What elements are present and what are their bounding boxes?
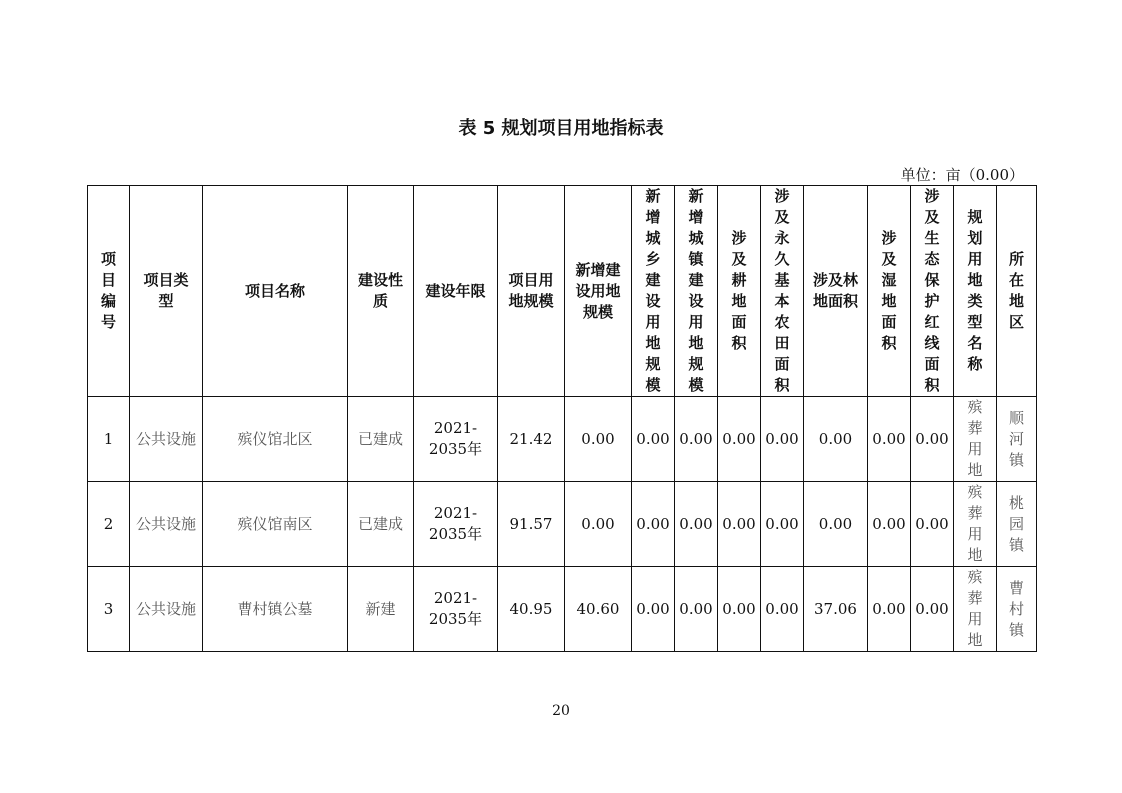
cell-new-town: 0.00	[675, 482, 718, 567]
cell-new-construction: 40.60	[565, 567, 632, 652]
col-header-land-scale: 项目用地规模	[498, 186, 565, 397]
cell-forest: 0.00	[804, 482, 868, 567]
cell-new-urban-rural: 0.00	[632, 397, 675, 482]
cell-new-construction: 0.00	[565, 397, 632, 482]
cell-eco-redline: 0.00	[911, 567, 954, 652]
cell-new-construction: 0.00	[565, 482, 632, 567]
cell-farmland: 0.00	[718, 567, 761, 652]
cell-wetland: 0.00	[868, 567, 911, 652]
cell-type: 公共设施	[130, 567, 203, 652]
col-header-name: 项目名称	[203, 186, 348, 397]
col-header-id: 项目编号	[88, 186, 130, 397]
cell-type: 公共设施	[130, 397, 203, 482]
col-header-forest: 涉及林地面积	[804, 186, 868, 397]
cell-type: 公共设施	[130, 482, 203, 567]
cell-name: 曹村镇公墓	[203, 567, 348, 652]
col-header-region: 所在地区	[997, 186, 1037, 397]
cell-name: 殡仪馆南区	[203, 482, 348, 567]
cell-id: 3	[88, 567, 130, 652]
cell-new-urban-rural: 0.00	[632, 482, 675, 567]
cell-farmland: 0.00	[718, 397, 761, 482]
cell-years: 2021-2035年	[414, 482, 498, 567]
cell-wetland: 0.00	[868, 482, 911, 567]
land-indicator-table	[87, 185, 1037, 652]
cell-years: 2021-2035年	[414, 397, 498, 482]
cell-forest: 37.06	[804, 567, 868, 652]
cell-region: 顺河镇	[997, 397, 1037, 482]
cell-land-scale: 91.57	[498, 482, 565, 567]
cell-land-type: 殡葬用地	[954, 397, 997, 482]
cell-years: 2021-2035年	[414, 567, 498, 652]
cell-region: 曹村镇	[997, 567, 1037, 652]
cell-land-scale: 40.95	[498, 567, 565, 652]
cell-eco-redline: 0.00	[911, 397, 954, 482]
col-header-new-town: 新增城镇建设用地规模	[675, 186, 718, 397]
table-row	[88, 482, 1037, 567]
col-header-farmland: 涉及耕地面积	[718, 186, 761, 397]
col-header-basic-farmland: 涉及永久基本农田面积	[761, 186, 804, 397]
col-header-new-construction: 新增建设用地规模	[565, 186, 632, 397]
cell-basic-farmland: 0.00	[761, 397, 804, 482]
cell-nature: 新建	[348, 567, 414, 652]
cell-land-type: 殡葬用地	[954, 567, 997, 652]
page-title: 表 5 规划项目用地指标表	[458, 118, 664, 139]
cell-id: 2	[88, 482, 130, 567]
cell-name: 殡仪馆北区	[203, 397, 348, 482]
cell-land-scale: 21.42	[498, 397, 565, 482]
cell-wetland: 0.00	[868, 397, 911, 482]
col-header-new-urban-rural: 新增城乡建设用地规模	[632, 186, 675, 397]
cell-id: 1	[88, 397, 130, 482]
header-row	[88, 186, 1037, 397]
cell-farmland: 0.00	[718, 482, 761, 567]
table-row	[88, 567, 1037, 652]
cell-new-town: 0.00	[675, 567, 718, 652]
cell-nature: 已建成	[348, 397, 414, 482]
cell-land-type: 殡葬用地	[954, 482, 997, 567]
cell-new-urban-rural: 0.00	[632, 567, 675, 652]
col-header-wetland: 涉及湿地面积	[868, 186, 911, 397]
unit-note: 单位：亩（0.00）	[900, 166, 1024, 184]
cell-nature: 已建成	[348, 482, 414, 567]
col-header-type: 项目类型	[130, 186, 203, 397]
cell-region: 桃园镇	[997, 482, 1037, 567]
col-header-land-type: 规划用地类型名称	[954, 186, 997, 397]
cell-new-town: 0.00	[675, 397, 718, 482]
page-number: 20	[552, 703, 570, 719]
cell-basic-farmland: 0.00	[761, 482, 804, 567]
cell-forest: 0.00	[804, 397, 868, 482]
cell-eco-redline: 0.00	[911, 482, 954, 567]
col-header-years: 建设年限	[414, 186, 498, 397]
cell-basic-farmland: 0.00	[761, 567, 804, 652]
table-row	[88, 397, 1037, 482]
col-header-eco-redline: 涉及生态保护红线面积	[911, 186, 954, 397]
col-header-nature: 建设性质	[348, 186, 414, 397]
